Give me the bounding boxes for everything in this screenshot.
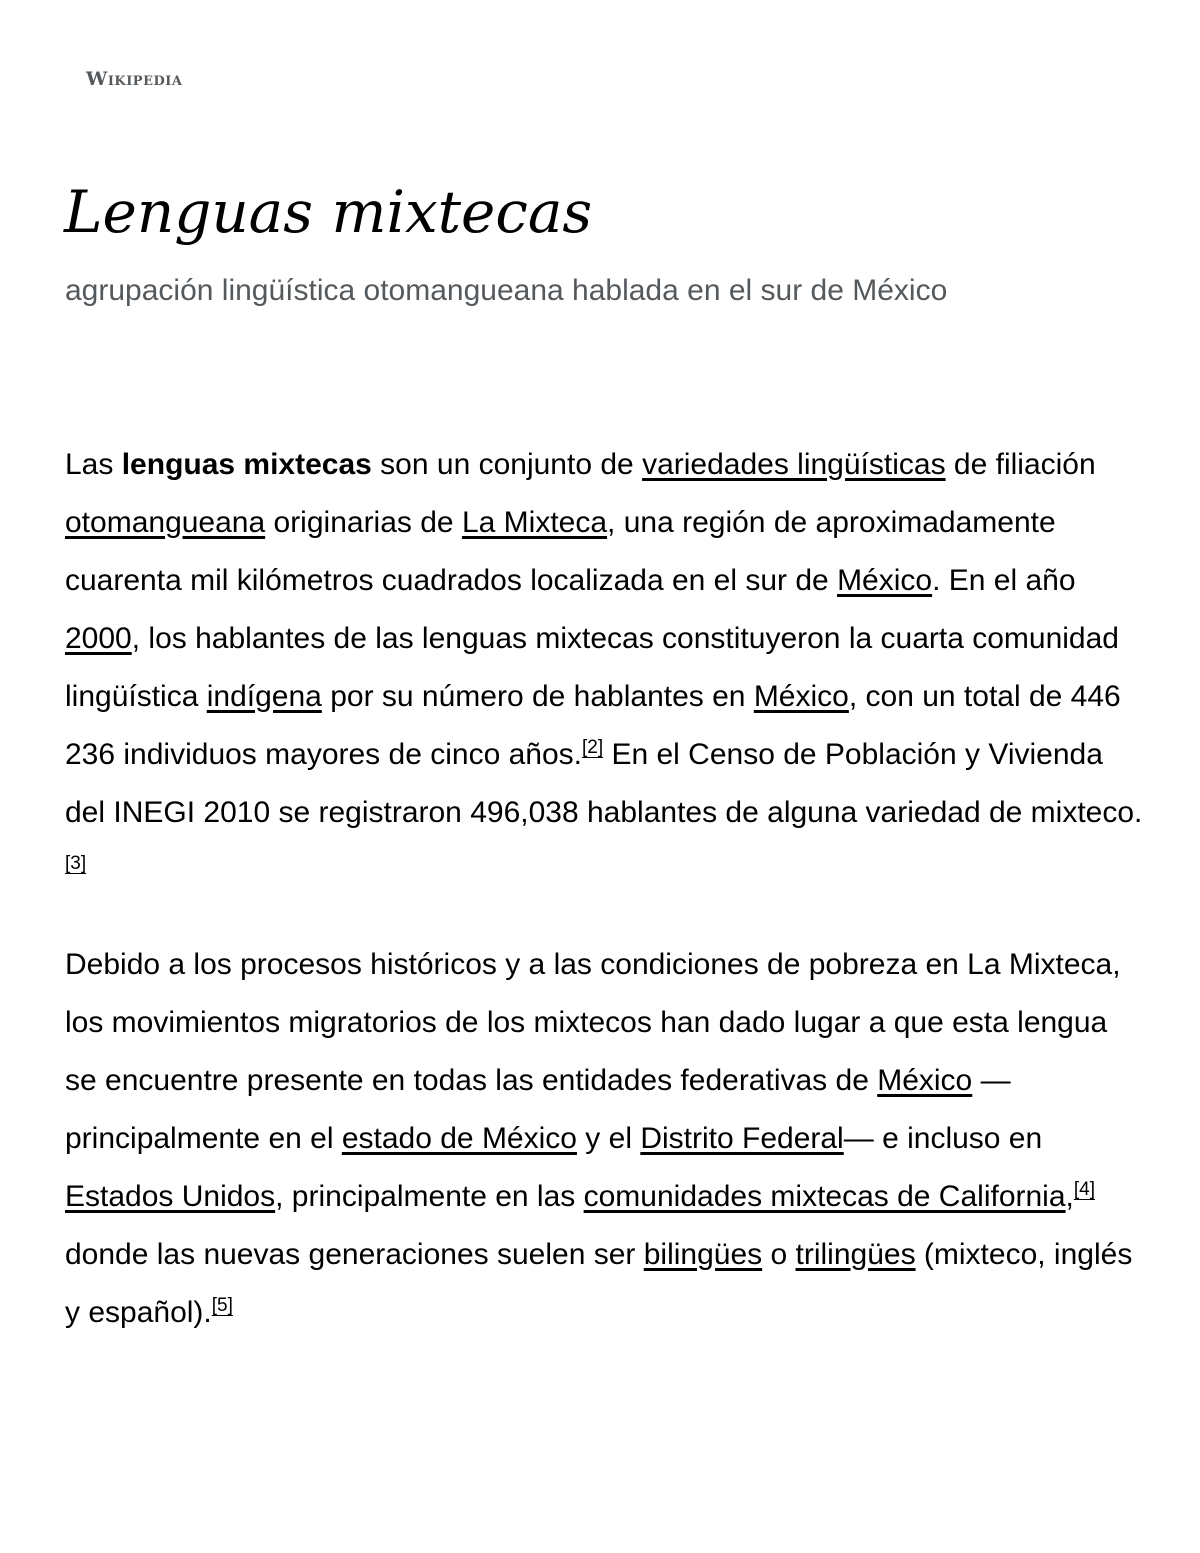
article-link[interactable]: otomangueana: [65, 506, 266, 539]
text-run: donde las nuevas generaciones suelen ser: [65, 1238, 644, 1271]
article-link[interactable]: bilingües: [643, 1238, 763, 1271]
article-link[interactable]: comunidades mixtecas de California: [583, 1180, 1066, 1213]
article-link[interactable]: La Mixteca: [461, 506, 608, 539]
text-run: En el Censo de Población y Vivienda del INEGI 2010 se registraron 496,038 hablantes de alguna variedad de mixteco.: [65, 738, 1143, 829]
reference-link[interactable]: [2]: [581, 737, 604, 758]
text-run: —principalmente en el: [65, 1064, 1011, 1155]
reference-sup: [582, 737, 603, 758]
article-link[interactable]: México: [753, 680, 849, 713]
reference-sup: [1074, 1179, 1095, 1200]
text-run: (mixteco, inglés y español).: [65, 1238, 1133, 1329]
reference-link[interactable]: [4]: [1073, 1179, 1095, 1200]
text-run: , los hablantes de las lenguas mixtecas constituyeron la cuarta comunidad lingüística: [65, 622, 1119, 713]
article-body: [65, 436, 1145, 1378]
paragraph: [65, 936, 1145, 1342]
article-link[interactable]: 2000: [65, 622, 132, 655]
text-run: o: [762, 1238, 796, 1271]
paragraph: [65, 436, 1145, 900]
reference-link[interactable]: [5]: [211, 1295, 233, 1316]
article-link[interactable]: México: [837, 564, 933, 597]
text-run: ,: [1065, 1180, 1074, 1213]
text-run: son un conjunto de: [371, 448, 643, 481]
page-title: Lenguas mixtecas: [64, 178, 593, 246]
text-run: . En el año: [932, 564, 1076, 597]
bold-term: lenguas mixtecas: [121, 448, 372, 481]
article-link[interactable]: México: [877, 1064, 973, 1097]
text-run: , con un total de 446 236 individuos mayores de cinco años.: [65, 680, 1121, 771]
wikipedia-logo[interactable]: Wikipedia: [86, 68, 183, 90]
text-run: originarias de: [265, 506, 462, 539]
text-run: , una región de aproximadamente cuarenta mil kilómetros cuadrados localizada en el sur de: [65, 506, 1056, 597]
text-run: Las: [65, 448, 122, 481]
text-run: y el: [576, 1122, 641, 1155]
reference-sup: [212, 1295, 233, 1316]
text-run: , principalmente en las: [275, 1180, 584, 1213]
article-link[interactable]: variedades lingüísticas: [642, 448, 946, 481]
article-link[interactable]: Distrito Federal: [640, 1122, 844, 1155]
reference-link[interactable]: [3]: [65, 853, 87, 874]
reference-sup: [65, 853, 86, 874]
article-link[interactable]: Estados Unidos: [65, 1180, 276, 1213]
text-run: de filiación: [945, 448, 1096, 481]
article-link[interactable]: trilingües: [795, 1238, 916, 1271]
page-subtitle: agrupación lingüística otomangueana hablada en el sur de México: [65, 274, 948, 307]
text-run: por su número de hablantes en: [321, 680, 754, 713]
article-link[interactable]: indígena: [206, 680, 322, 713]
text-run: Debido a los procesos históricos y a las condiciones de pobreza en La Mixteca, los movimientos migratorios de los mixtecos han dado lugar a que esta lengua se encuentre presente en todas las entidades federativas de: [65, 948, 1121, 1097]
text-run: — e incluso en: [843, 1122, 1043, 1155]
article-link[interactable]: estado de México: [341, 1122, 577, 1155]
